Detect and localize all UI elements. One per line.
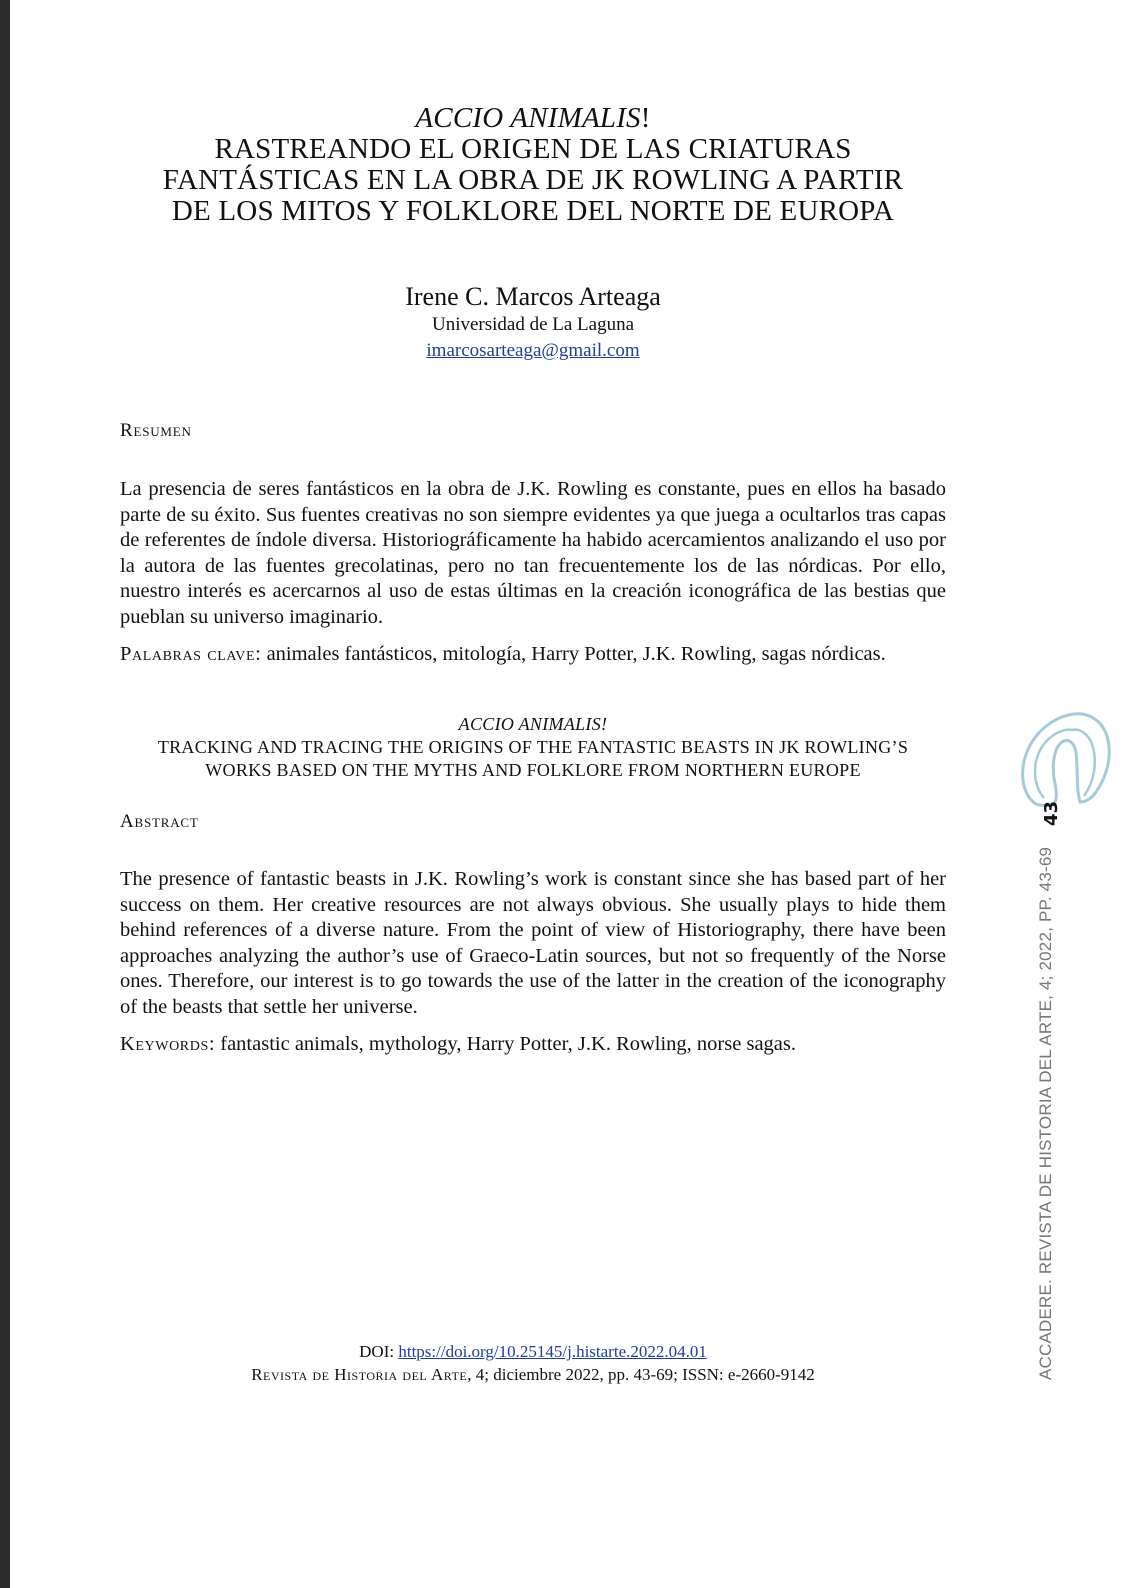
left-edge-bar xyxy=(0,0,10,1588)
resumen-keywords xyxy=(120,642,960,667)
running-head-vertical: ACCADERE. REVISTA DE HISTORIA DEL ARTE, 4; 2022, PP. 43-69 xyxy=(1036,846,1055,1380)
journal-logo-icon xyxy=(1014,708,1114,808)
doi-label: DOI: xyxy=(359,1342,399,1361)
keywords-en: fantastic animals, mythology, Harry Potter, J.K. Rowling, norse sagas. xyxy=(215,1033,796,1055)
journal-details: , 4; diciembre 2022, pp. 43-69; ISSN: e-2660-9142 xyxy=(467,1365,815,1384)
abstract-heading: Abstract xyxy=(120,811,199,832)
title-line-3: FANTÁSTICAS EN LA OBRA DE JK ROWLING A PARTIR xyxy=(162,164,904,196)
abstract-keywords xyxy=(120,1032,960,1057)
english-title-line-3: WORKS BASED ON THE MYTHS AND FOLKLORE FROM NORTHERN EUROPE xyxy=(205,760,861,780)
page-number: 43 xyxy=(1041,800,1062,826)
resumen-heading: Resumen xyxy=(120,420,192,441)
keywords-label-es: Palabras clave: xyxy=(120,643,262,665)
title-line-1 xyxy=(120,103,946,134)
author-affiliation: Universidad de La Laguna xyxy=(431,314,635,335)
title-italic: ACCIO ANIMALIS xyxy=(415,102,641,134)
footer xyxy=(120,1340,946,1386)
author-block xyxy=(120,282,946,363)
doi-link[interactable]: https://doi.org/10.25145/j.histarte.2022.04.01 xyxy=(398,1342,707,1361)
doi-line xyxy=(120,1340,946,1363)
english-title-line-1: ACCIO ANIMALIS! xyxy=(458,714,608,734)
keywords-es: animales fantásticos, mitología, Harry Potter, J.K. Rowling, sagas nórdicas. xyxy=(261,643,886,665)
english-title-line-2: TRACKING AND TRACING THE ORIGINS OF THE FANTASTIC BEASTS IN JK ROWLING’S xyxy=(157,737,909,757)
resumen-text: La presencia de seres fantásticos en la obra de J.K. Rowling es constante, pues en ellos ha basado parte de su éxito. Sus fuentes creativas no son siempre evidentes ya que juega a ocultarlos tras capas de referentes de índole diversa. Historiográficamente ha habido acercamientos analizando el uso por la autora de las fuentes grecolatinas, pero no tan frecuentemente los de las nórdicas. Por ello, nuestro interés es acercarnos al uso de estas últimas en la creación iconográfica de las bestias que pueblan su universo imaginario. xyxy=(120,478,946,628)
journal-name: Revista de Historia del Arte xyxy=(251,1365,468,1384)
author-name: Irene C. Marcos Arteaga xyxy=(405,282,661,311)
title-line-2: RASTREANDO EL ORIGEN DE LAS CRIATURAS xyxy=(214,133,852,165)
journal-line xyxy=(120,1363,946,1386)
english-title xyxy=(120,713,946,782)
keywords-label-en: Keywords: xyxy=(120,1033,216,1055)
author-email-link[interactable]: imarcosarteaga@gmail.com xyxy=(426,340,640,361)
abstract-text: The presence of fantastic beasts in J.K. Rowling’s work is constant since she has based part of her success on them. Her creative resources are not always obvious. She usually plays to hide them behind references of a diverse nature. From the point of view of Historiography, there have been approaches analyzing the author’s use of Graeco-Latin sources, but not so frequently of the Norse ones. Therefore, our interest is to go towards the use of the latter in the creation of the iconography of the beasts that settle her universe. xyxy=(120,868,946,1018)
title-exclamation: ! xyxy=(640,102,651,134)
article-title xyxy=(120,103,946,227)
title-line-4: DE LOS MITOS Y FOLKLORE DEL NORTE DE EUROPA xyxy=(171,195,895,227)
